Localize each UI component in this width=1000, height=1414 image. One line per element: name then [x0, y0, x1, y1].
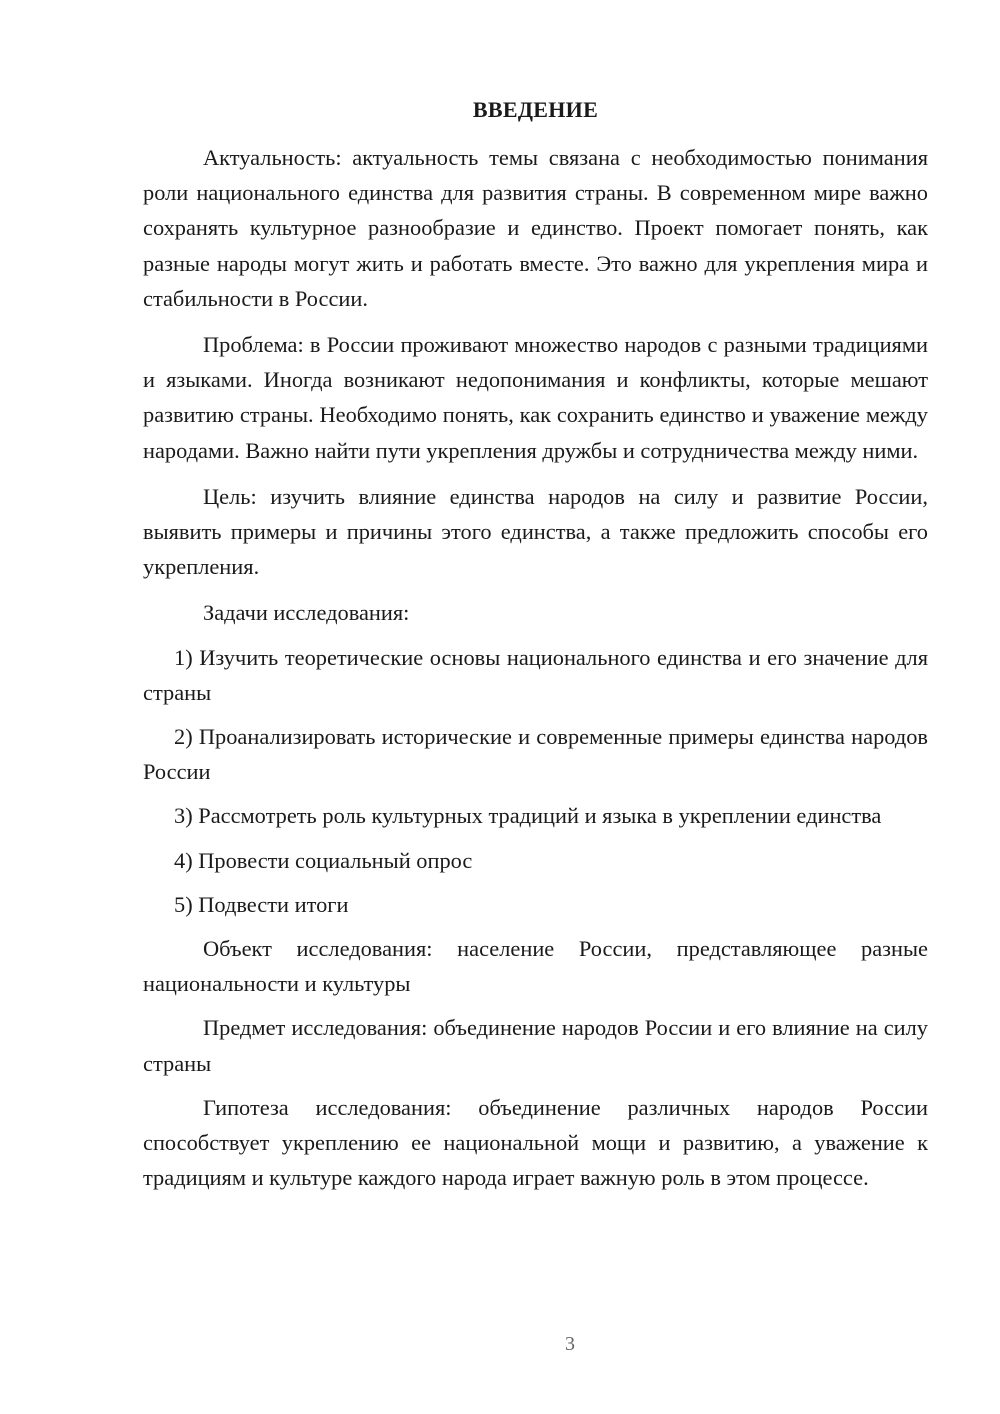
task-item: 4) Провести социальный опрос	[174, 847, 473, 873]
task-item: 2) Проанализировать исторические и современные примеры единства народов России	[143, 724, 928, 785]
task-item: 5) Подвести итоги	[174, 891, 349, 917]
goal-paragraph: Цель: изучить влияние единства народов на силу и развитие России, выявить примеры и причины этого единства, а также предложить способы его укрепления.	[143, 483, 928, 580]
problem-paragraph: Проблема: в России проживают множество народов с разными традициями и языками. Иногда возникают недопонимания и конфликты, которые мешают развитию страны. Необходимо понять, как сохранить единство и уважение между народами. Важно найти пути укрепления дружбы и сотрудничества между ними.	[143, 332, 928, 463]
task-item: 3) Рассмотреть роль культурных традиций и языка в укреплении единства	[174, 803, 882, 829]
hypothesis-paragraph: Гипотеза исследования: объединение различных народов России способствует укреплению ее национальной мощи и развитию, а уважение к традициям и культуре каждого народа играет важную роль в этом процессе.	[143, 1094, 928, 1191]
object-paragraph: Объект исследования: население России, представляющее разные национальности и культуры	[143, 936, 928, 997]
tasks-heading: Задачи исследования:	[203, 600, 410, 626]
subject-paragraph: Предмет исследования: объединение народов России и его влияние на силу страны	[143, 1015, 928, 1076]
page-number: 3	[565, 1333, 575, 1355]
section-title: ВВЕДЕНИЕ	[472, 97, 599, 122]
document-page	[143, 94, 928, 1195]
task-item: 1) Изучить теоретические основы национального единства и его значение для страны	[143, 644, 928, 705]
relevance-paragraph: Актуальность: актуальность темы связана с необходимостью понимания роли национального единства для развития страны. В современном мире важно сохранять культурное разнообразие и единство. Проект помогает понять, как разные народы могут жить и работать вместе. Это важно для укрепления мира и стабильности в России.	[143, 145, 928, 311]
